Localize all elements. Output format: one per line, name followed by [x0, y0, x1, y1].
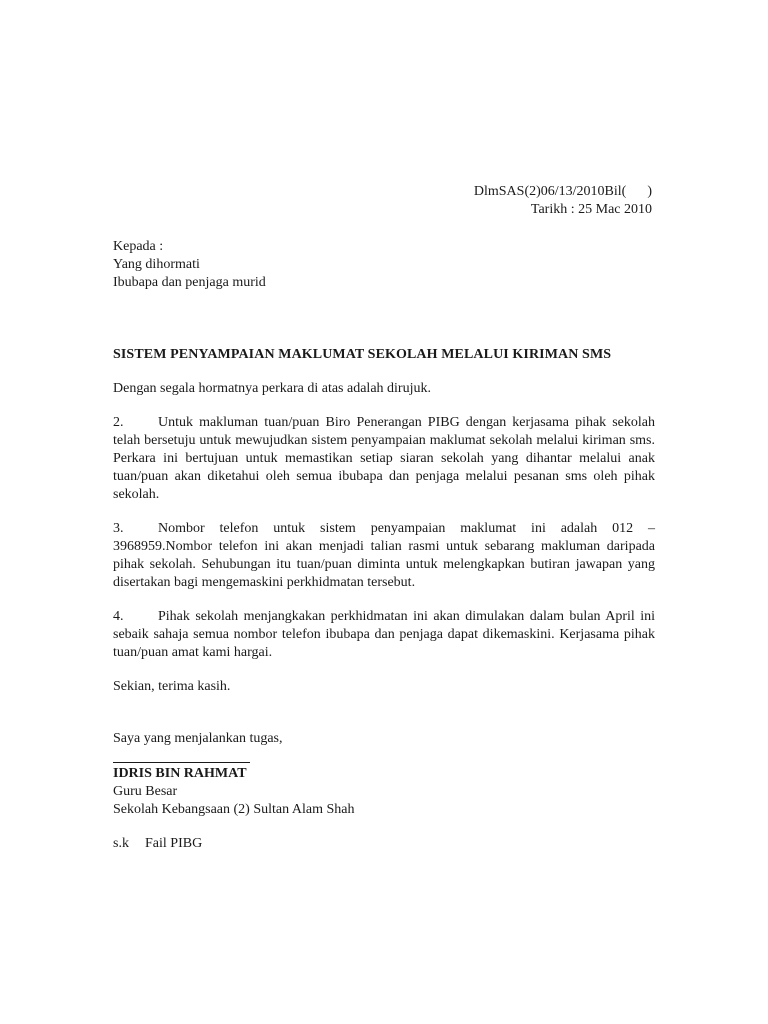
recipient-salutation: Yang dihormati — [113, 257, 200, 272]
paragraph-4 — [113, 608, 655, 662]
paragraph-2 — [113, 414, 655, 504]
reference-number: DlmSAS(2)06/13/2010Bil( ) — [473, 184, 652, 199]
paragraph-text: Pihak sekolah menjangkakan perkhidmatan ini akan dimulakan dalam bulan April ini sebaik sahaja semua nombor telefon ibubapa dan penjaga dapat dikemaskini. Kerjasama pihak tuan/puan amat kami hargai. — [113, 609, 655, 660]
paragraph-text: Nombor telefon untuk sistem penyampaian maklumat ini adalah 012 – 3968959.Nombor telefon ini akan menjadi talian rasmi untuk sebarang makluman daripada pihak sekolah. Sehubungan itu tuan/puan diminta untuk melengkapkan butiran jawapan yang disertakan bagi mengemaskini perkhidmatan tersebut. — [113, 521, 655, 590]
paragraph-3 — [113, 520, 655, 592]
recipient-addressee: Ibubapa dan penjaga murid — [113, 275, 266, 290]
signoff-line: Saya yang menjalankan tugas, — [113, 731, 283, 746]
cc-value: Fail PIBG — [145, 836, 203, 851]
paragraph-text: Untuk makluman tuan/puan Biro Penerangan PIBG dengan kerjasama pihak sekolah telah bersetuju untuk mewujudkan sistem penyampaian maklumat sekolah melalui kiriman sms. Perkara ini bertujuan untuk memastikan setiap siaran sekolah yang dihantar melalui anak tuan/puan akan diketahui oleh semua ibubapa dan penjaga melalui pesanan sms oleh pihak sekolah. — [113, 415, 655, 502]
reference-block — [420, 183, 652, 219]
cc-line — [113, 835, 655, 853]
letter-date: Tarikh : 25 Mac 2010 — [530, 202, 652, 217]
recipient-block — [113, 238, 655, 292]
signatory-position: Guru Besar — [113, 784, 178, 799]
paragraph-number: 2. — [113, 415, 124, 430]
recipient-label: Kepada : — [113, 239, 164, 254]
cc-label: s.k — [113, 836, 129, 851]
paragraph-number: 3. — [113, 521, 124, 536]
letter-body — [113, 238, 655, 853]
paragraph-number: 4. — [113, 609, 124, 624]
signatory-name: IDRIS BIN RAHMAT — [113, 766, 247, 781]
signature-line — [113, 748, 250, 763]
signatory-school: Sekolah Kebangsaan (2) Sultan Alam Shah — [113, 802, 355, 817]
closing-line: Sekian, terima kasih. — [113, 679, 231, 694]
letter-title: SISTEM PENYAMPAIAN MAKLUMAT SEKOLAH MELALUI KIRIMAN SMS — [113, 347, 612, 362]
opening-line: Dengan segala hormatnya perkara di atas adalah dirujuk. — [113, 381, 431, 396]
